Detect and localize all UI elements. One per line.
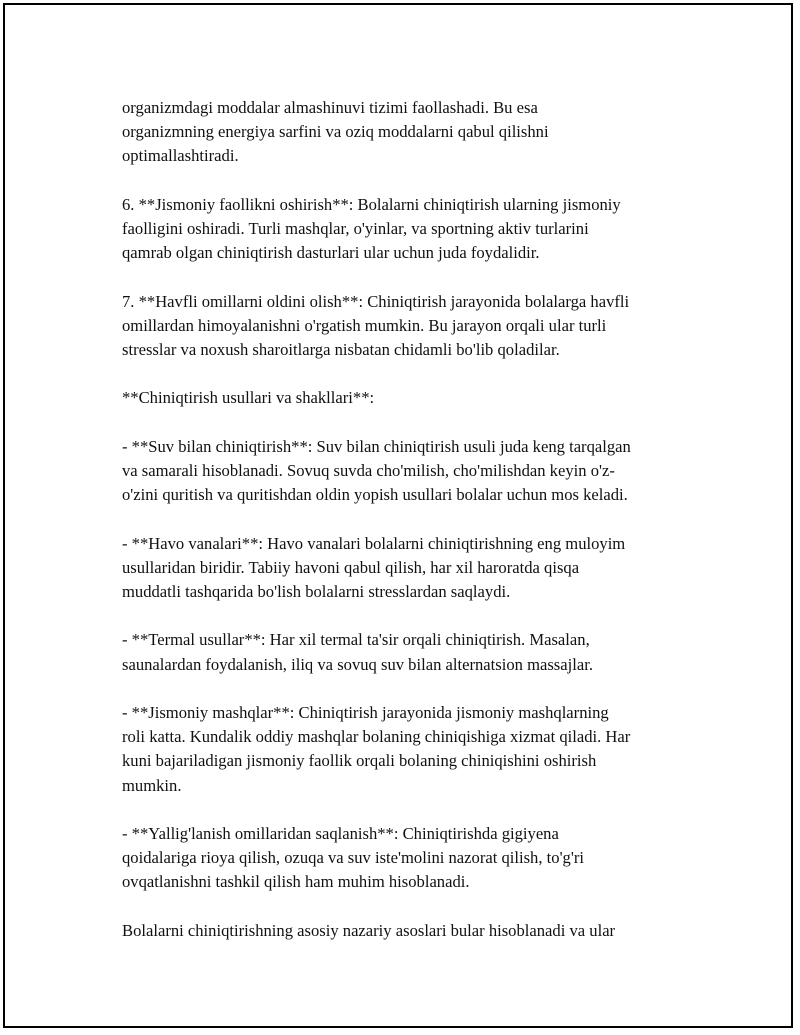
paragraph-item-7-risk-prevention: 7. **Havfli omillarni oldini olish**: Chiniqtirish jarayonida bolalarga havfli omillardan himoyalanishni o'rgatish mumkin. Bu jarayon orqali ular turli stresslar va noxush sharoitlarga nisbatan chidamli bo'lib qoladilar. — [122, 291, 630, 359]
page-frame — [3, 3, 793, 1028]
paragraph-conclusion-start: Bolalarni chiniqtirishning asosiy nazariy asoslari bular hisoblanadi va ular — [122, 920, 616, 940]
bullet-inflammation-prevention: - **Yallig'lanish omillaridan saqlanish**: Chiniqtirishda gigiyena qoidalariga rioya qilish, ozuqa va suv iste'molini nazorat qilish, to'g'ri ovqatlanishni tashkil qilish ham muhim hisoblanadi. — [122, 823, 584, 892]
bullet-thermal-methods: - **Termal usullar**: Har xil termal ta'sir orqali chiniqtirish. Masalan, saunalardan foydalanish, iliq va sovuq suv bilan alternatsion massajlar. — [122, 630, 593, 674]
section-heading-methods: **Chiniqtirish usullari va shakllari**: — [122, 388, 375, 408]
bullet-physical-exercises: - **Jismoniy mashqlar**: Chiniqtirish jarayonida jismoniy mashqlarning roli katta. Kundalik oddiy mashqlar bolaning chiniqishiga xizmat qiladi. Har kuni bajariladigan jismoniy faollik orqali bolaning chiniqishini oshirish mumkin. — [122, 702, 631, 795]
paragraph-metabolism-continuation: organizmdagi moddalar almashinuvi tizimi faollashadi. Bu esa organizmning energiya sarfini va oziq moddalarni qabul qilishni optimallashtiradi. — [122, 98, 549, 166]
paragraph-item-6-physical-activity: 6. **Jismoniy faollikni oshirish**: Bolalarni chiniqtirish ularning jismoniy faolligini oshiradi. Turli mashqlar, o'yinlar, va sportning aktiv turlarini qamrab olgan chiniqtirish dasturlari ular uchun juda foydalidir. — [122, 194, 621, 263]
bullet-water-hardening: - **Suv bilan chiniqtirish**: Suv bilan chiniqtirish usuli juda keng tarqalgan va samarali hisoblanadi. Sovuq suvda cho'milish, cho'milishdan keyin o'z- o'zini quritish va quritishdan oldin yopish usullari bolalar uchun mos keladi. — [122, 436, 631, 505]
bullet-air-baths: - **Havo vanalari**: Havo vanalari bolalarni chiniqtirishning eng muloyim usullaridan biridir. Tabiiy havoni qabul qilish, har xil haroratda qisqa muddatli tashqarida bo'lish bolalarni stresslardan saqlaydi. — [122, 533, 626, 601]
document-body — [122, 96, 702, 943]
